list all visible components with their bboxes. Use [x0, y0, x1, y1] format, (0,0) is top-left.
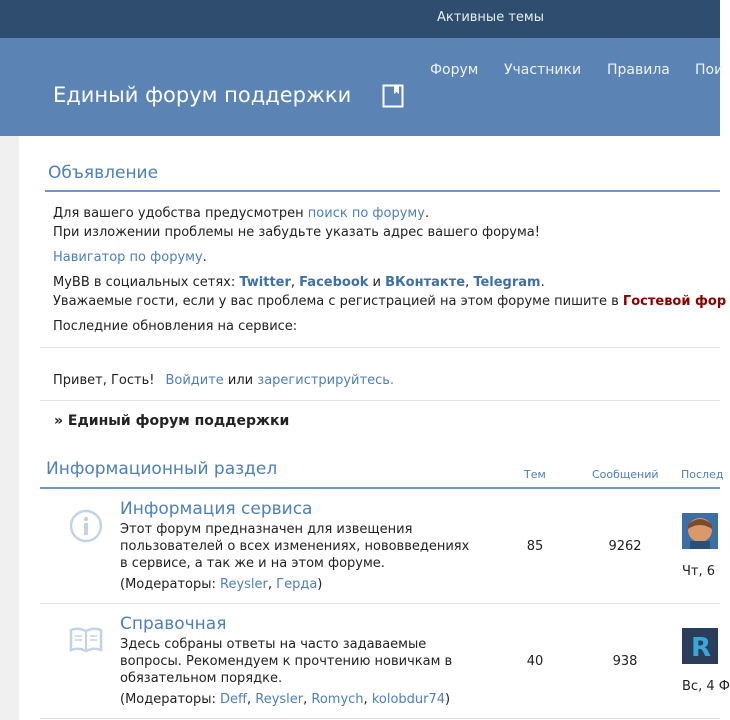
nav-rules[interactable]: Правила: [607, 62, 670, 78]
facebook-link[interactable]: Facebook: [299, 275, 369, 290]
info-icon: [69, 509, 103, 543]
moderator-link[interactable]: Reysler: [255, 692, 304, 707]
forum-moderators: (Модераторы: Reysler, Герда): [120, 577, 323, 592]
social-dot: .: [540, 275, 545, 290]
last-post-date[interactable]: Вс, 4 Ф: [682, 679, 730, 694]
greeting-hello: Привет, Гость!: [53, 373, 155, 388]
moderator-link[interactable]: Deff: [220, 692, 247, 707]
book-icon: [69, 626, 103, 654]
forum-search-link[interactable]: поиск по форуму: [307, 206, 425, 221]
navigator-line: [53, 250, 207, 265]
twitter-link[interactable]: Twitter: [239, 275, 291, 290]
navigator-link[interactable]: Навигатор по форуму: [53, 250, 203, 265]
forum-name-info[interactable]: Информация сервиса: [120, 499, 313, 519]
announcement-title: Объявление: [48, 163, 159, 183]
col-topics-header: Тем: [524, 468, 546, 481]
active-topics-link[interactable]: Активные темы: [437, 10, 544, 25]
telegram-link[interactable]: Telegram: [473, 275, 541, 290]
user-avatar[interactable]: [682, 513, 718, 549]
address-note: При изложении проблемы не забудьте указать адрес вашего форума!: [53, 225, 540, 240]
bookmark-icon[interactable]: [382, 84, 404, 108]
breadcrumb[interactable]: » Единый форум поддержки: [54, 413, 290, 429]
mods-suffix: ): [445, 692, 451, 707]
greeting: [53, 373, 394, 388]
last-post-date[interactable]: Чт, 6: [682, 564, 716, 579]
moderator-link[interactable]: Romych: [311, 692, 364, 707]
forum-name-reference[interactable]: Справочная: [120, 614, 227, 634]
user-avatar[interactable]: [682, 628, 718, 664]
svg-text:R: R: [691, 633, 712, 663]
greeting-end: .: [389, 373, 395, 388]
topics-count: 85: [526, 539, 544, 554]
nav-search[interactable]: Пои: [695, 62, 724, 78]
login-link[interactable]: Войдите: [165, 373, 224, 388]
site-header: [0, 38, 724, 136]
mods-prefix: (Модераторы:: [120, 692, 221, 707]
greeting-or: или: [223, 373, 258, 388]
divider: [40, 603, 720, 604]
mods-prefix: (Модераторы:: [120, 577, 221, 592]
posts-count: 9262: [608, 539, 642, 554]
social-line: [53, 275, 545, 290]
guestbook-link[interactable]: Гостевой фор: [622, 294, 727, 309]
moderator-link[interactable]: kolobdur74: [371, 692, 446, 707]
social-comma: ,: [290, 275, 300, 290]
divider: [40, 718, 720, 719]
divider: [40, 347, 720, 348]
mods-suffix: ): [317, 577, 323, 592]
guests-text: Уважаемые гости, если у вас проблема с регистрацией на этом форуме пишите в: [53, 294, 623, 309]
updates-line: Последние обновления на сервисе:: [53, 319, 298, 334]
register-link[interactable]: зарегистрируйтесь: [257, 373, 390, 388]
forum-moderators: (Модераторы: Deff, Reysler, Romych, kolobdur74): [120, 692, 451, 707]
search-note-text: Для вашего удобства предусмотрен: [53, 206, 308, 221]
forum-description: Этот форум предназначен для извещения пользователей о всех изменениях, нововведениях в сервисе, а так же и на этом форуме.: [120, 522, 470, 571]
nav-members[interactable]: Участники: [504, 62, 582, 78]
social-and: и: [368, 275, 386, 290]
divider: [40, 400, 720, 401]
social-prefix: MyBB в социальных сетях:: [53, 275, 240, 290]
col-last-header: Послед: [681, 468, 724, 481]
search-note: [53, 206, 429, 221]
social-comma: ,: [465, 275, 474, 290]
left-gutter: [0, 136, 19, 720]
guests-line: [53, 294, 726, 309]
announcement-divider: [45, 190, 720, 192]
moderator-link[interactable]: Герда: [276, 577, 318, 592]
navigator-end: .: [202, 250, 207, 265]
top-bar: [0, 0, 720, 38]
moderator-link[interactable]: Reysler: [220, 577, 268, 592]
forum-description: Здесь собраны ответы на часто задаваемые вопросы. Рекомендуем к прочтению новичкам в обязательном порядке.: [120, 637, 453, 686]
site-title[interactable]: Единый форум поддержки: [53, 83, 352, 107]
posts-count: 938: [612, 654, 638, 669]
section-divider: [40, 487, 720, 489]
search-note-end: .: [424, 206, 430, 221]
col-posts-header: Сообщений: [592, 468, 659, 481]
nav-forum[interactable]: Форум: [430, 62, 479, 78]
vkontakte-link[interactable]: ВКонтакте: [385, 275, 466, 290]
topics-count: 40: [526, 654, 544, 669]
section-title[interactable]: Информационный раздел: [46, 459, 278, 479]
